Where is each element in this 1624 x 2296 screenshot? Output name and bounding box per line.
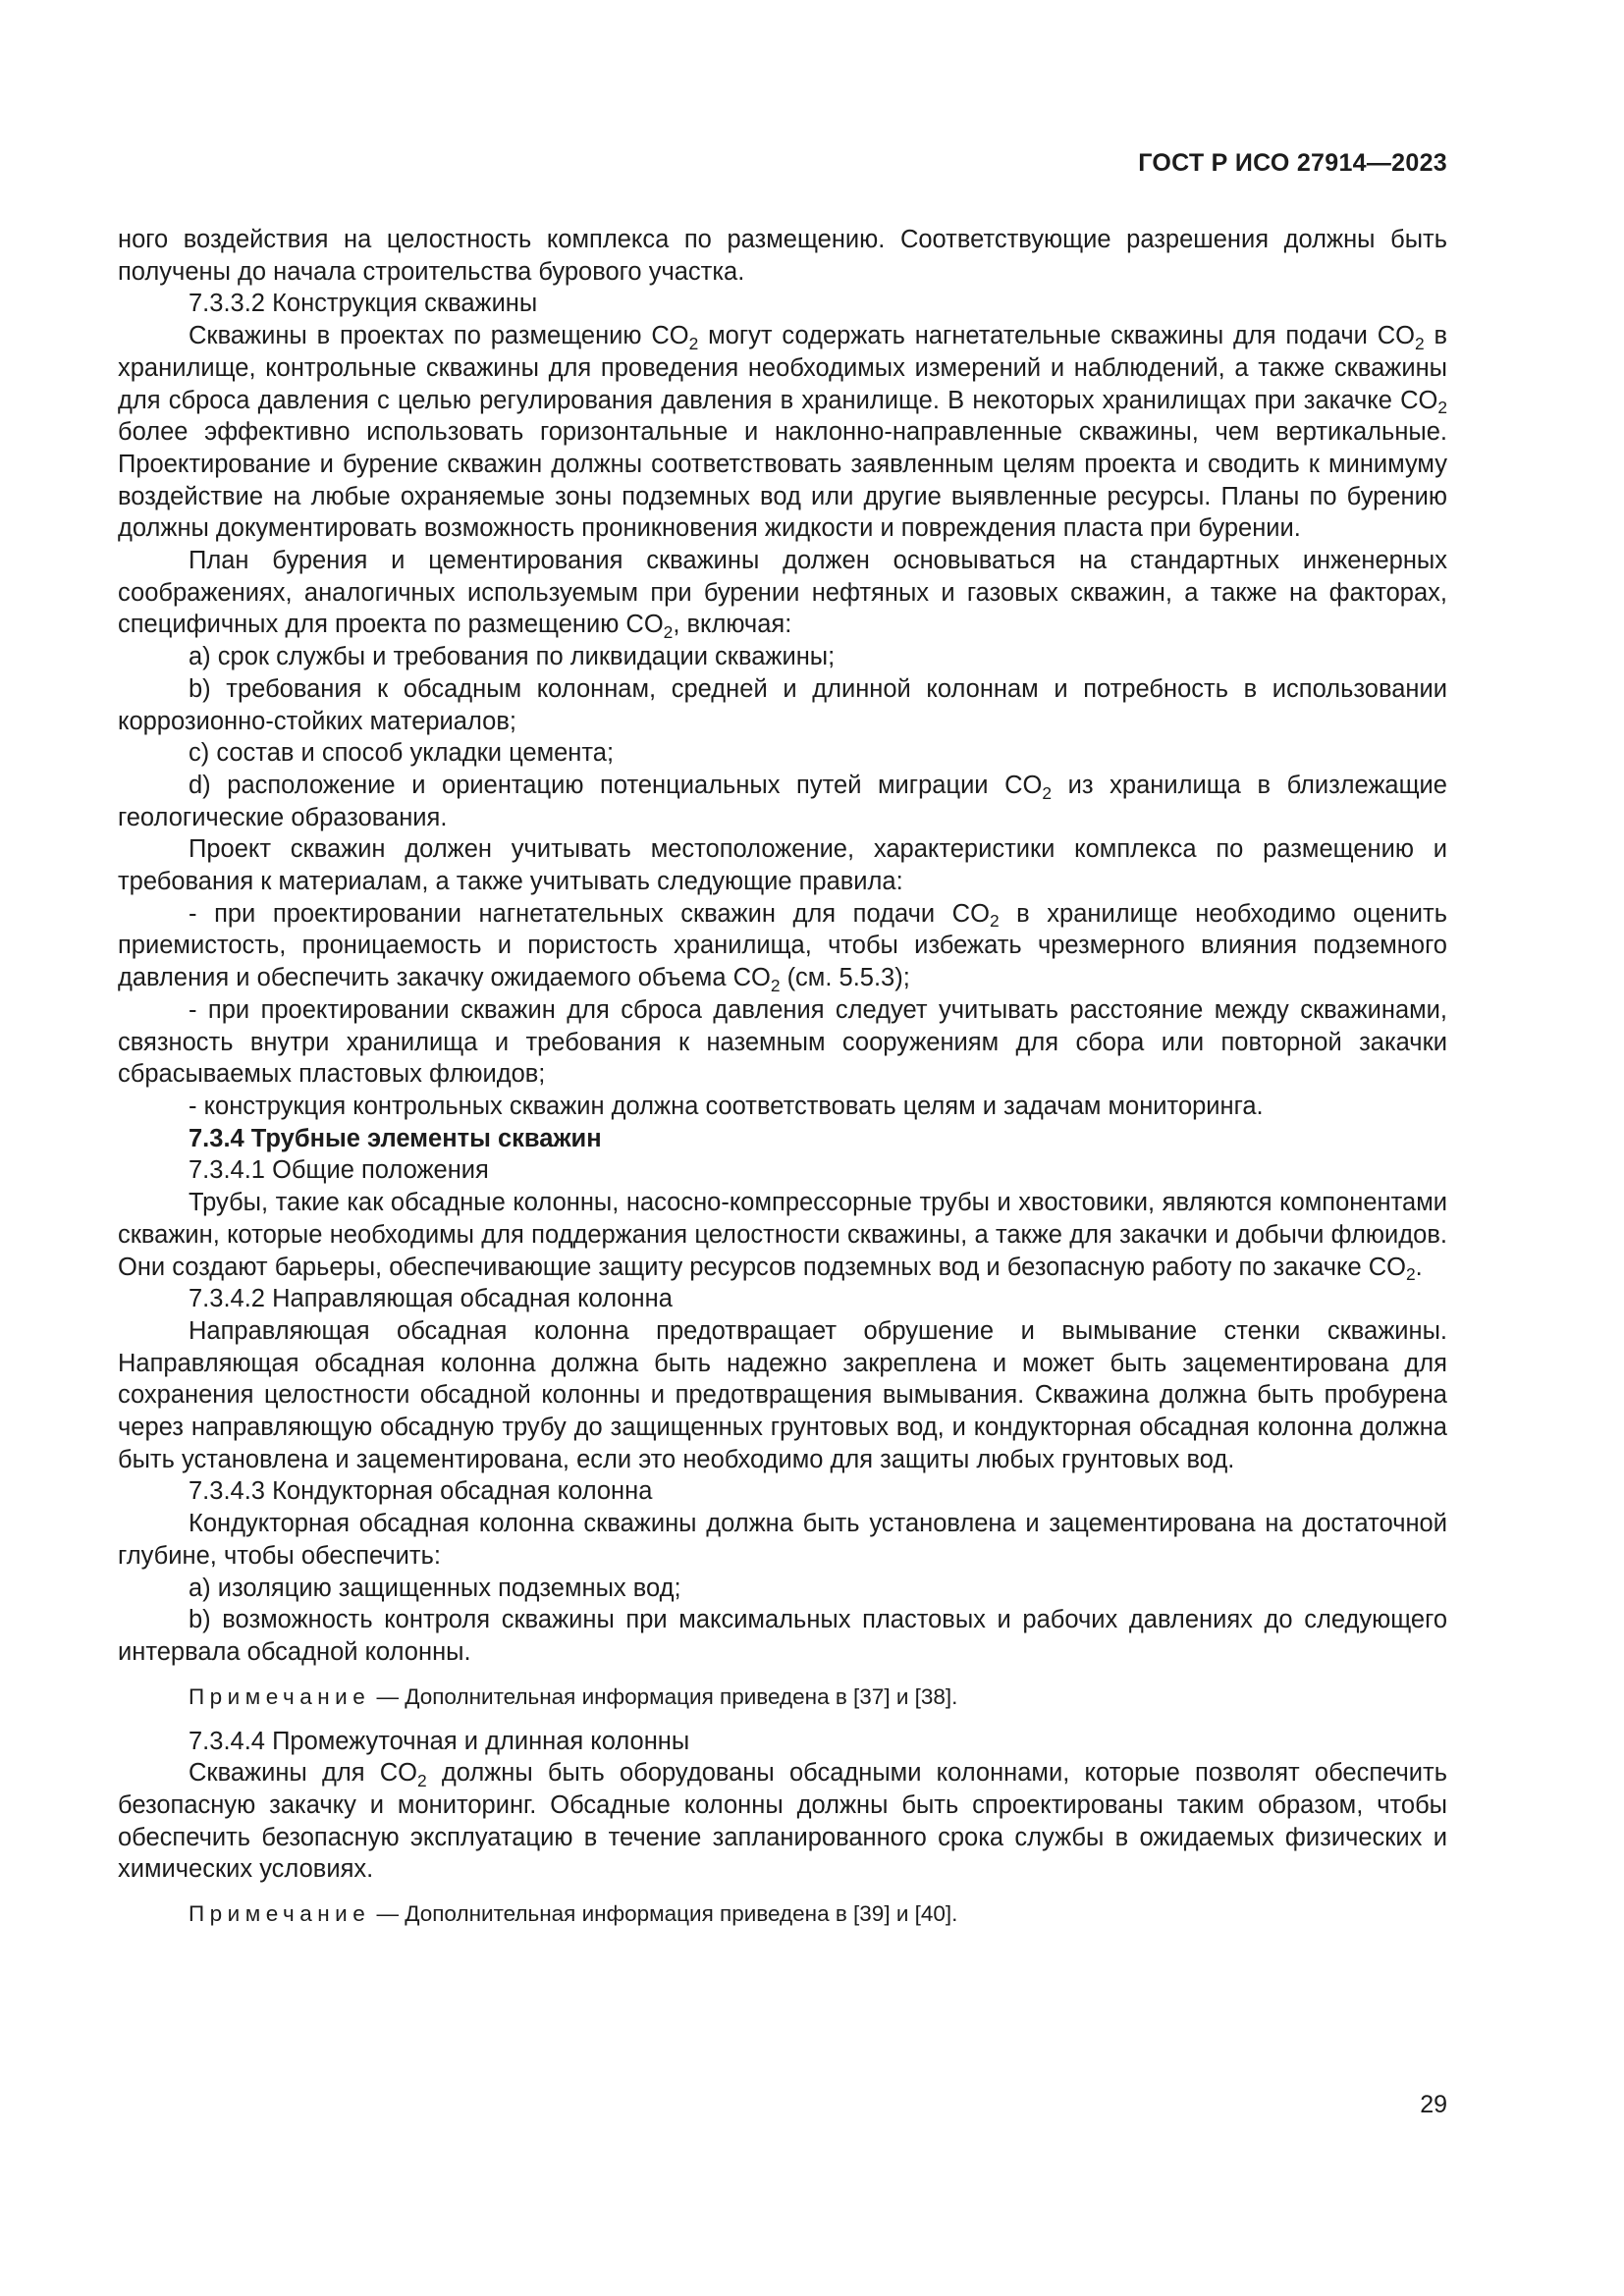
paragraph-tubulars: Трубы, такие как обсадные колонны, насосно-компрессорные трубы и хвостовики, являются компонентами скважин, которые необходимы для поддержания целостности скважины, а также для закачки и добычи флюидов. Они создают барьеры, обеспечивающие защиту ресурсов подземных вод и безопасную работу по закачке $CO_2$.: [118, 1189, 1447, 1285]
paragraph-project-rules: Проект скважин должен учитывать местоположение, характеристики комплекса по размещению и требования к материалам, а также учитывать следующие правила:: [118, 835, 1447, 896]
paragraph-drilling-plan: План бурения и цементирования скважины должен основываться на стандартных инженерных соображениях, аналогичных используемым при бурении нефтяных и газовых скважин, а также на факторах, специфичных для проекта по размещению $CO_2$, включая:: [118, 547, 1447, 642]
paragraph-well-design: Скважины в проектах по размещению $CO_2$ могут содержать нагнетательные скважины для подачи $CO_2$ в хранилище, контрольные скважины для проведения необходимых измерений и наблюдений, а также скважины для сброса давления с целью регулирования давления в хранилище. В некоторых хранилищах при закачке $CO_2$ более эффективно использовать горизонтальные и наклонно-направленные скважины, чем вертикальные. Проектирование и бурение скважин должны соответствовать заявленным целям проекта и сводить к минимуму воздействие на любые охраняемые зоны подземных вод или другие выявленные ресурсы. Планы по бурению должны документировать возможность проникновения жидкости и повреждения пласта при бурении.: [118, 322, 1447, 543]
list-item-d: d) расположение и ориентацию потенциальных путей миграции $CO_2$ из хранилища в близлежащие геологические образования.: [118, 771, 1447, 831]
subsection-heading-7-3-4-4: 7.3.4.4 Промежуточная и длинная колонны: [189, 1727, 690, 1755]
subsection-heading-7-3-4-1: 7.3.4.1 Общие положения: [189, 1156, 489, 1185]
note-1: Примечание — Дополнительная информация приведена в [37] и [38].: [189, 1683, 958, 1709]
paragraph-conductor-casing: Направляющая обсадная колонна предотвращает обрушение и вымывание стенки скважины. Направляющая обсадная колонна должна быть надежно закреплена и может быть зацементирована для сохранения целостности обсадной колонны и предотвращения вымывания. Скважина должна быть пробурена через направляющую обсадную трубу до защищенных грунтовых вод, и кондукторная обсадная колонна должна быть установлена и зацементирована, если это необходимо для защиты любых грунтовых вод.: [118, 1316, 1447, 1473]
note-2: Примечание — Дополнительная информация приведена в [39] и [40].: [189, 1901, 958, 1927]
list-item-2a: a) изоляцию защищенных подземных вод;: [189, 1574, 681, 1602]
list-item-2b: b) возможность контроля скважины при максимальных пластовых и рабочих давлениях до следующего интервала обсадной колонны.: [118, 1606, 1447, 1666]
list-item-a: a) срок службы и требования по ликвидации скважины;: [189, 643, 836, 671]
page-number: 29: [1420, 2091, 1447, 2118]
paragraph-continuation: ного воздействия на целостность комплекса по размещению. Соответствующие разрешения должны быть получены до начала строительства бурового участка.: [118, 226, 1447, 286]
dash-item-pressure-relief: - при проектировании скважин для сброса давления следует учитывать расстояние между скважинами, связность внутри хранилища и требования к наземным сооружениям для сбора или повторной закачки сбрасываемых пластовых флюидов;: [118, 995, 1447, 1089]
dash-item-injection: - при проектировании нагнетательных скважин для подачи $CO_2$ в хранилище необходимо оценить приемистость, проницаемость и пористость хранилища, чтобы избежать чрезмерного влияния подземного давления и обеспечить закачку ожидаемого объема $CO_2$ (см. 5.5.3);: [118, 899, 1447, 995]
subsection-heading-7-3-4-3: 7.3.4.3 Кондукторная обсадная колонна: [189, 1477, 653, 1506]
section-heading-7-3-4: 7.3.4 Трубные элементы скважин: [189, 1124, 602, 1152]
list-item-c: c) состав и способ укладки цемента;: [189, 739, 615, 768]
document-code-header: ГОСТ Р ИСО 27914—2023: [1138, 149, 1447, 177]
list-item-b: b) требования к обсадным колоннам, средней и длинной колоннам и потребность в использовании коррозионно-стойких материалов;: [118, 674, 1447, 735]
dash-item-monitoring: - конструкция контрольных скважин должна соответствовать целям и задачам мониторинга.: [189, 1092, 1264, 1120]
subsection-heading-7-3-3-2: 7.3.3.2 Конструкция скважины: [189, 290, 538, 318]
subsection-heading-7-3-4-2: 7.3.4.2 Направляющая обсадная колонна: [189, 1285, 673, 1313]
page-body: [118, 224, 1447, 1943]
paragraph-surface-casing: Кондукторная обсадная колонна скважины должна быть установлена и зацементирована на достаточной глубине, чтобы обеспечить:: [118, 1510, 1447, 1570]
paragraph-intermediate-casing: Скважины для $CO_2$ должны быть оборудованы обсадными колоннами, которые позволят обеспечить безопасную закачку и мониторинг. Обсадные колонны должны быть спроектированы таким образом, чтобы обеспечить безопасную эксплуатацию в течение запланированного срока службы в ожидаемых физических и химических условиях.: [118, 1759, 1447, 1884]
